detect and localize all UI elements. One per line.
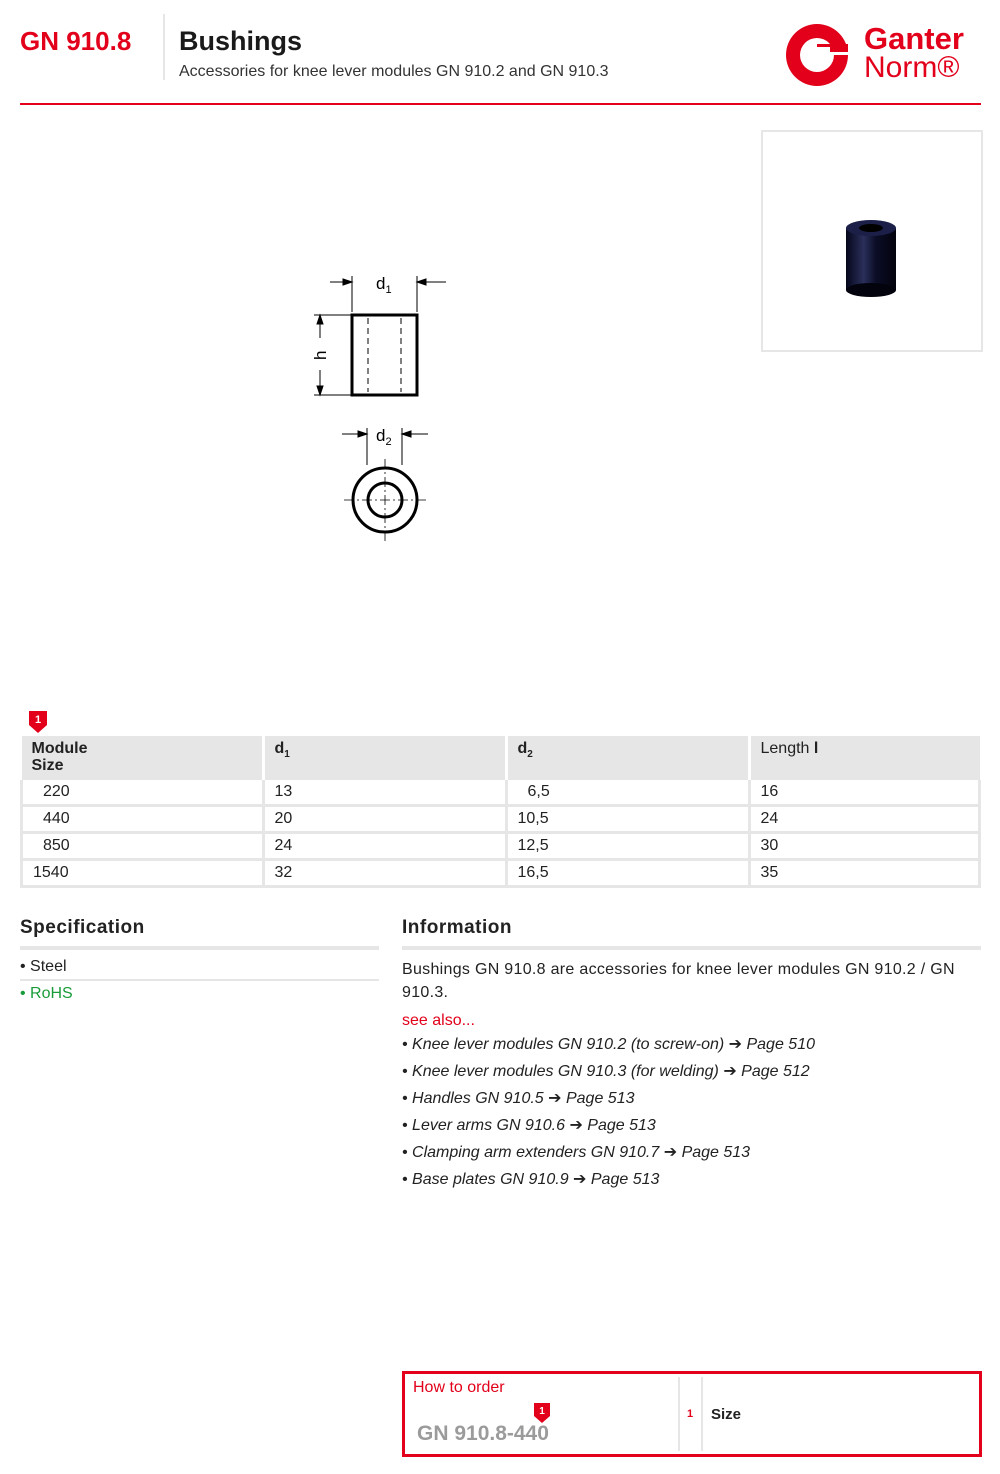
spec-item-rohs: • RoHS [20, 985, 73, 1002]
specification-rule [20, 946, 379, 950]
logo-text-norm: Norm® [864, 51, 960, 84]
cell-d2: 6,5 [506, 780, 749, 806]
specification-divider [20, 979, 379, 981]
link-lever-arms[interactable]: • Lever arms GN 910.6 ➔ Page 513 [402, 1117, 656, 1134]
bushing-photo-icon [763, 132, 981, 350]
link-base-plates[interactable]: • Base plates GN 910.9 ➔ Page 513 [402, 1171, 660, 1188]
link-clamping-arm-extenders[interactable]: • Clamping arm extenders GN 910.7 ➔ Page 513 [402, 1144, 751, 1161]
cell-d2: 12,5 [506, 833, 749, 860]
header-separator [163, 14, 165, 80]
table-row [22, 806, 980, 833]
header-rule [20, 103, 981, 105]
ganter-g-icon [784, 22, 850, 88]
svg-text:1: 1 [34, 714, 42, 726]
ganter-norm-logo [784, 20, 984, 90]
specification-heading: Specification [20, 917, 145, 938]
cell-size: 1540 [22, 860, 264, 887]
marker-badge-icon [28, 710, 48, 734]
cell-size: 220 [22, 780, 264, 806]
table-row [22, 833, 980, 860]
cell-d1: 32 [263, 860, 506, 887]
cell-length: 24 [749, 806, 980, 833]
cell-size: 850 [22, 833, 264, 860]
spec-item-steel: • Steel [20, 958, 67, 975]
svg-text:1: 1 [539, 1406, 545, 1417]
cell-d2: 16,5 [506, 860, 749, 887]
see-also-label: see also... [402, 1012, 475, 1029]
link-knee-lever-welding[interactable]: • Knee lever modules GN 910.3 (for welding) ➔ Page 512 [402, 1063, 810, 1080]
cell-length: 35 [749, 860, 980, 887]
page-title: Bushings [179, 26, 303, 56]
cell-length: 30 [749, 833, 980, 860]
header-d1: $d_1$ [263, 736, 506, 780]
cell-d1: 20 [263, 806, 506, 833]
header-d2: $d_2$ [506, 736, 749, 780]
order-field-number: 1 [687, 1408, 694, 1420]
cell-length: 16 [749, 780, 980, 806]
label-h: h [311, 350, 330, 360]
order-separator [678, 1377, 680, 1451]
information-rule [402, 946, 981, 950]
header-length: Length l [749, 736, 980, 780]
table-row [22, 860, 980, 887]
order-example-code: GN 910.8-440 [417, 1422, 549, 1445]
cell-size: 440 [22, 806, 264, 833]
order-field-label: Size [711, 1406, 742, 1423]
label-d1: $d_1$ [376, 274, 392, 296]
dimension-table [20, 736, 981, 888]
article-code: GN 910.8 [20, 26, 132, 56]
label-d2: $d_2$ [376, 426, 392, 448]
information-text: Bushings GN 910.8 are accessories for knee lever modules GN 910.2 / GN 910.3. [402, 961, 955, 1001]
product-photo [761, 130, 983, 352]
cell-d1: 24 [263, 833, 506, 860]
cell-d1: 13 [263, 780, 506, 806]
technical-drawing [300, 260, 470, 550]
header-module-size: Module Size [22, 736, 264, 780]
table-row [22, 780, 980, 806]
marker-badge-icon [533, 1402, 551, 1424]
how-to-order-title: How to order [413, 1379, 505, 1396]
link-handles[interactable]: • Handles GN 910.5 ➔ Page 513 [402, 1090, 635, 1107]
see-also-list [402, 1034, 815, 1196]
information-heading: Information [402, 917, 512, 938]
how-to-order-box [402, 1371, 982, 1457]
link-knee-lever-screw-on[interactable]: • Knee lever modules GN 910.2 (to screw-on) ➔ Page 510 [402, 1036, 815, 1053]
size-marker [28, 710, 48, 739]
logo-text-ganter: Ganter [864, 21, 964, 56]
page-subtitle: Accessories for knee lever modules GN 910.2 and GN 910.3 [179, 63, 609, 80]
order-separator [701, 1377, 703, 1451]
cell-d2: 10,5 [506, 806, 749, 833]
table-header-row [22, 736, 980, 780]
